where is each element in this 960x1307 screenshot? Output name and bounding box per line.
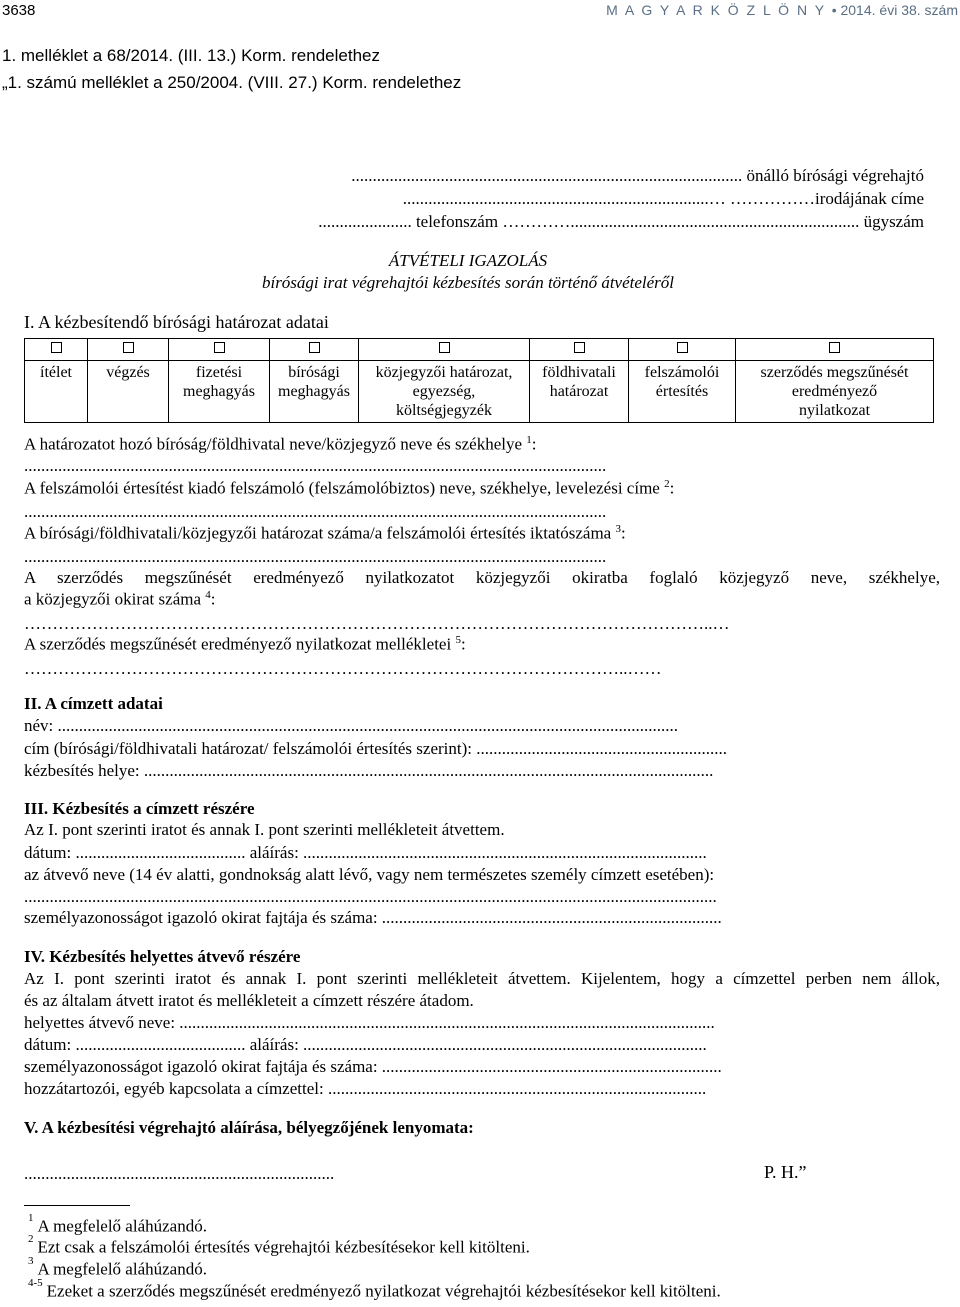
- recipient-address-field[interactable]: cím (bírósági/földhivatali határozat/ felszámolói értesítés szerint): ...........................................................: [24, 739, 727, 758]
- date-signature-field[interactable]: dátum: ........................................ aláírás: ...............................................................................................: [24, 1035, 707, 1054]
- option-label: fizetési meghagyás: [169, 361, 270, 423]
- question-notary-line-1: A szerződés megszűnését eredményező nyilatkozatot közjegyzői okiratba foglaló közjegyző neve, székhelye,: [24, 568, 940, 587]
- section-5-heading: V. A kézbesítési végrehajtó aláírása, bélyegzőjének lenyomata:: [24, 1118, 474, 1137]
- option-label: szerződés megszűnését eredményező nyilatkozat: [736, 361, 934, 423]
- section-3-heading: III. Kézbesítés a címzett részére: [24, 799, 255, 818]
- substitute-name-field[interactable]: helyettes átvevő neve: ..............................................................................................................................: [24, 1013, 715, 1032]
- footnote: $^{4-5}$ Ezeket a szerződés megszűnését eredményező nyilatkozat végrehajtói kézbesítésekor kell kitölteni.: [28, 1277, 721, 1301]
- question-attachments: A szerződés megszűnését eredményező nyilatkozat mellékletei $^5$:: [24, 634, 466, 654]
- checkbox[interactable]: [439, 342, 450, 353]
- page-number: 3638: [2, 2, 36, 19]
- option-label: végzés: [88, 361, 169, 423]
- footnote-divider: [24, 1205, 130, 1206]
- option-label: felszámolói értesítés: [629, 361, 736, 423]
- office-address-line: ........................................................................… ……………irodájának címe: [402, 189, 924, 208]
- relation-field[interactable]: hozzátartozói, egyéb kapcsolata a címzettel: .........................................................................................: [24, 1079, 707, 1098]
- footnote: $^3$ A megfelelő aláhúzandó.: [28, 1255, 207, 1279]
- id-document-field[interactable]: személyazonosságot igazoló okirat fajtája és száma: ................................................................................: [24, 908, 722, 927]
- gazette-title: [606, 2, 958, 18]
- option-label: ítélet: [25, 361, 88, 423]
- checkbox-row: [25, 339, 934, 361]
- id-document-field[interactable]: személyazonosságot igazoló okirat fajtája és száma: ................................................................................: [24, 1057, 722, 1076]
- decision-type-table: [24, 338, 934, 423]
- fill-line[interactable]: …………………………………………………………………………………………………………..…: [24, 614, 730, 633]
- checkbox[interactable]: [677, 342, 688, 353]
- option-label: bírósági meghagyás: [270, 361, 359, 423]
- checkbox[interactable]: [51, 342, 62, 353]
- gazette-name: M A G Y A R K Ö Z L Ö N Y: [606, 2, 826, 18]
- option-label: közjegyzői határozat, egyezség, költségjegyzék: [359, 361, 530, 423]
- executor-line: ............................................................................................ önálló bírósági végrehajtó: [351, 166, 924, 185]
- delivery-place-field[interactable]: kézbesítés helye: ......................................................................................................................................: [24, 761, 714, 780]
- question-reference-number: A bírósági/földhivatali/közjegyzői határozat száma/a felszámolói értesítés iktatószáma $^3$:: [24, 523, 626, 543]
- receipt-statement: Az I. pont szerinti iratot és annak I. pont szerinti mellékleteit átvettem.: [24, 820, 505, 839]
- checkbox[interactable]: [214, 342, 225, 353]
- executor-signature-field[interactable]: .........................................................................: [24, 1164, 335, 1183]
- checkbox[interactable]: [309, 342, 320, 353]
- footnote: $^1$ A megfelelő aláhúzandó.: [28, 1212, 207, 1236]
- fill-line[interactable]: .........................................................................................................................................: [24, 547, 607, 566]
- fill-line[interactable]: .........................................................................................................................................: [24, 456, 607, 475]
- question-liquidator: A felszámolói értesítést kiadó felszámoló (felszámolóbiztos) neve, székhelye, levelezési címe $^2$:: [24, 478, 675, 498]
- stamp-placeholder: P. H.”: [764, 1162, 807, 1182]
- phone-case-line: ...................... telefonszám ………….................................................................... ügyszám: [318, 212, 924, 231]
- annex-line-1: 1. melléklet a 68/2014. (III. 13.) Korm. rendelethez: [2, 46, 380, 65]
- recipient-name-field[interactable]: név: ..................................................................................................................................................: [24, 716, 679, 735]
- footnote: $^2$ Ezt csak a felszámolói értesítés végrehajtói kézbesítésekor kell kitölteni.: [28, 1233, 530, 1257]
- fill-line[interactable]: .........................................................................................................................................: [24, 502, 607, 521]
- date-signature-field[interactable]: dátum: ........................................ aláírás: ...............................................................................................: [24, 843, 707, 862]
- question-notary-line-2: a közjegyzői okirat száma $^4$:: [24, 589, 216, 609]
- running-header: [0, 2, 960, 20]
- form-subtitle: bírósági irat végrehajtói kézbesítés során történő átvételéről: [261, 273, 675, 292]
- receiver-name-field[interactable]: ...................................................................................................................................................................: [24, 887, 717, 906]
- substitute-statement-line-2: és az általam átvett iratot és mellékleteit a címzett részére átadom.: [24, 991, 474, 1010]
- section-1-heading: I. A kézbesítendő bírósági határozat adatai: [24, 312, 329, 332]
- issue-number: • 2014. évi 38. szám: [831, 2, 958, 18]
- checkbox[interactable]: [829, 342, 840, 353]
- section-4-heading: IV. Kézbesítés helyettes átvevő részére: [24, 947, 301, 966]
- checkbox[interactable]: [123, 342, 134, 353]
- checkbox[interactable]: [574, 342, 585, 353]
- fill-line[interactable]: ……………………………………………………………………………………………..……: [24, 659, 662, 678]
- annex-line-2: „1. számú melléklet a 250/2004. (VIII. 27.) Korm. rendelethez: [2, 73, 462, 92]
- section-2-heading: II. A címzett adatai: [24, 694, 163, 713]
- question-issuer: A határozatot hozó bíróság/földhivatal neve/közjegyző neve és székhelye $^1$:: [24, 434, 537, 454]
- option-label-row: [25, 361, 934, 423]
- option-label: földhivatali határozat: [530, 361, 629, 423]
- receiver-name-label: az átvevő neve (14 év alatti, gondnokság alatt lévő, vagy nem természetes személy címzett esetében):: [24, 865, 715, 884]
- form-title: ÁTVÉTELI IGAZOLÁS: [388, 251, 548, 270]
- substitute-statement-line-1: Az I. pont szerinti iratot és annak I. pont szerinti mellékleteit átvettem. Kijelentem, hogy a címzettel perben nem állok,: [24, 969, 940, 988]
